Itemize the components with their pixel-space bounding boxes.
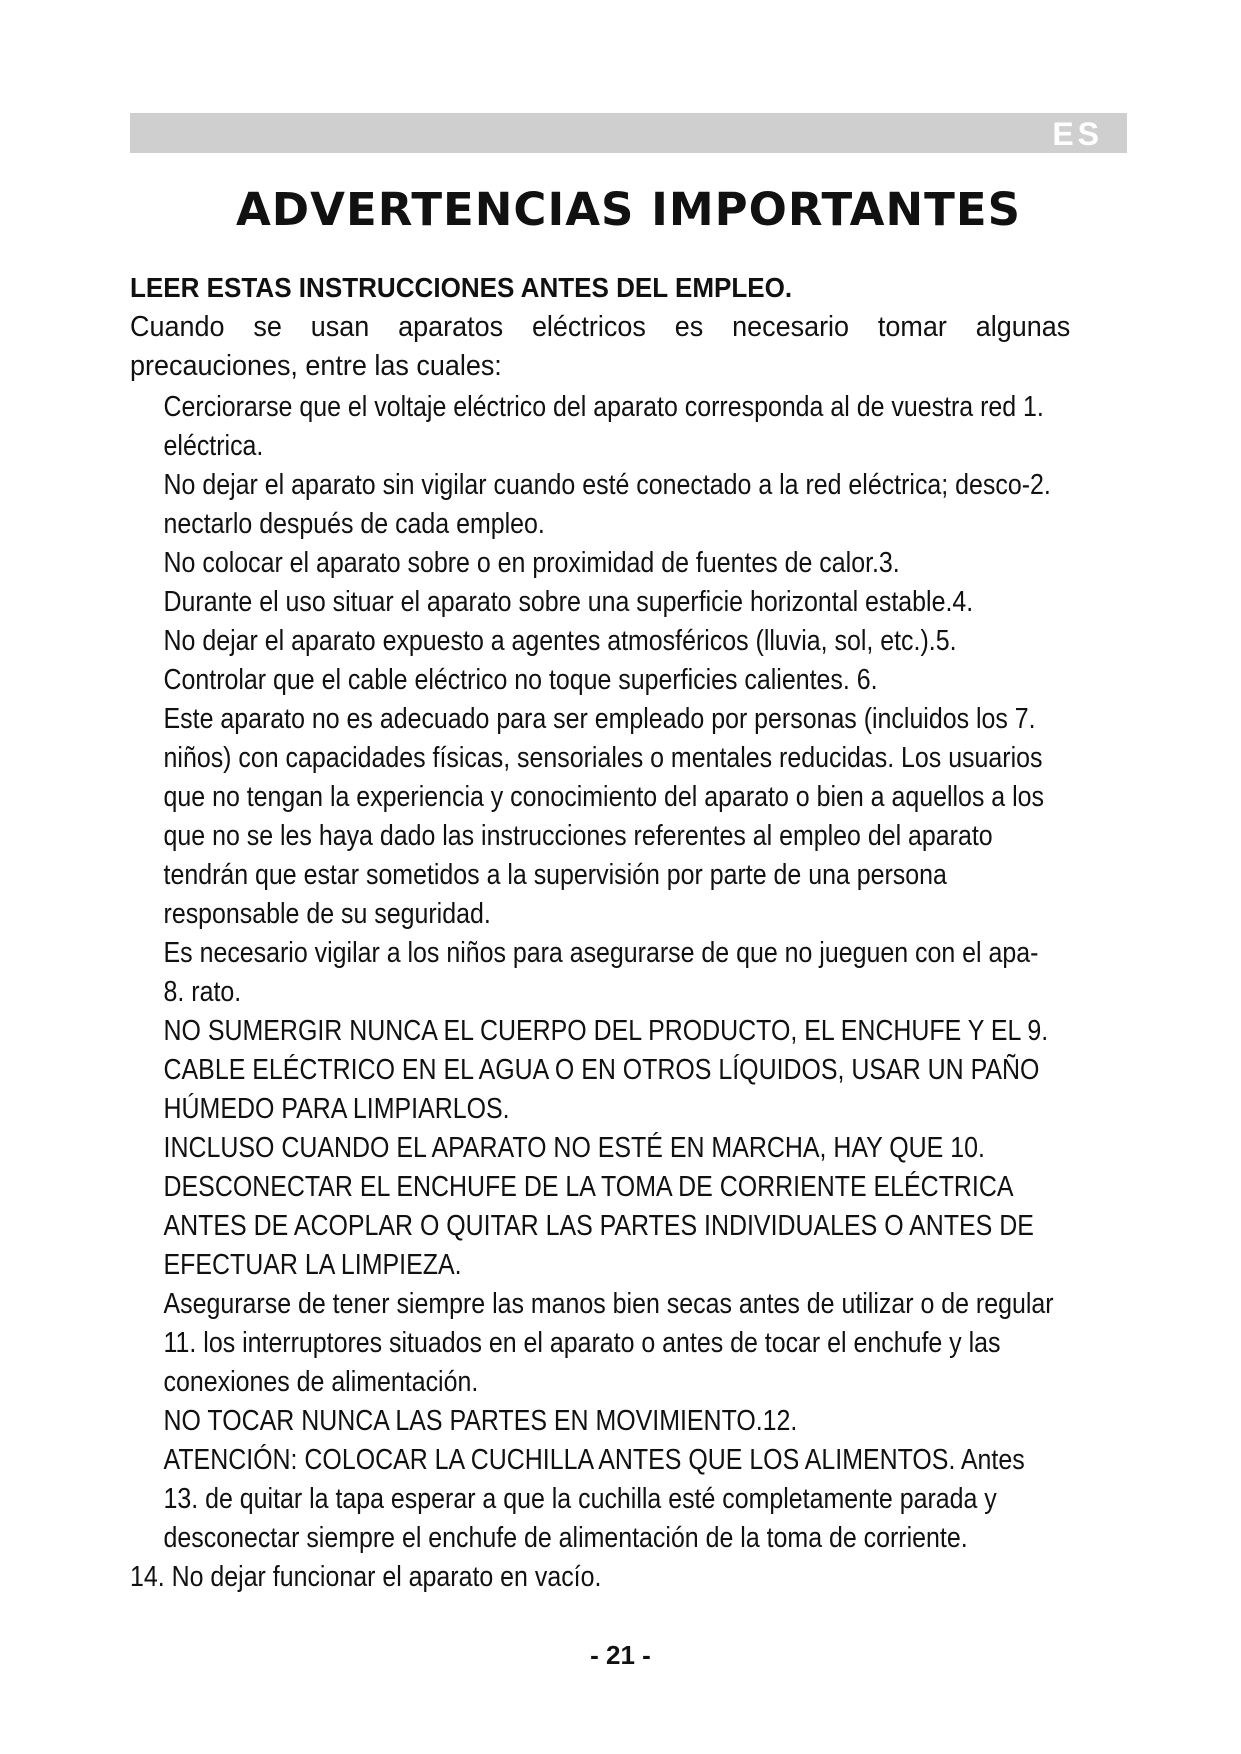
list-item: NO SUMERGIR NUNCA EL CUERPO DEL PRODUCTO, EL ENCHUFE Y EL 9. CABLE ELÉCTRICO EN EL AGUA O EN OTROS LÍQUIDOS, USAR UN PAÑO HÚMEDO PARA LIMPIARLOS. (163, 1015, 1049, 1125)
list-item: No colocar el aparato sobre o en proximidad de fuentes de calor.3. (163, 547, 900, 579)
list-item: NO TOCAR NUNCA LAS PARTES EN MOVIMIENTO.12. (163, 1405, 798, 1437)
list-item: Asegurarse de tener siempre las manos bien secas antes de utilizar o de regular 11. los interruptores situados en el aparato o antes de tocar el enchufe y las conexiones de alimentación. (163, 1288, 1054, 1398)
page-number: - 21 - (590, 1640, 651, 1670)
list-item: Es necesario vigilar a los niños para asegurarse de que no jueguen con el apa-8. rato. (163, 937, 1039, 1008)
list-item: ATENCIÓN: COLOCAR LA CUCHILLA ANTES QUE LOS ALIMENTOS. Antes 13. de quitar la tapa esperar a que la cuchilla esté completamente parada y desconectar siempre el enchufe de alimentación de la toma de corriente. (163, 1444, 1025, 1554)
list-item: Durante el uso situar el aparato sobre una superficie horizontal estable.4. (163, 586, 974, 618)
list-item: 14. No dejar funcionar el aparato en vacío. (130, 1561, 602, 1593)
language-header-bar (130, 113, 1127, 153)
list-item: Este aparato no es adecuado para ser empleado por personas (incluidos los 7. niños) con capacidades físicas, sensoriales o mentales reducidas. Los usuarios que no tengan la experiencia y conocimiento del aparato o bien a aquellos a los que no se les haya dado las instrucciones referentes al empleo del aparato tendrán que estar sometidos a la supervisión por parte de una persona responsable de su seguridad. (163, 703, 1044, 930)
warnings-content (130, 270, 1180, 1597)
page-title: ADVERTENCIAS IMPORTANTES (235, 183, 1022, 236)
list-item: Cerciorarse que el voltaje eléctrico del aparato corresponda al de vuestra red 1. eléctrica. (163, 391, 1044, 462)
intro-paragraph: Cuando se usan aparatos eléctricos es necesario tomar algunas precauciones, entre las cuales: (130, 311, 1071, 382)
language-code: ES (1052, 116, 1103, 152)
warning-list (130, 388, 1180, 1597)
list-item: Controlar que el cable eléctrico no toque superficies calientes. 6. (163, 664, 878, 696)
list-item: No dejar el aparato expuesto a agentes atmosféricos (lluvia, sol, etc.).5. (163, 625, 957, 657)
subtitle: LEER ESTAS INSTRUCCIONES ANTES DEL EMPLEO. (130, 272, 793, 303)
list-item: No dejar el aparato sin vigilar cuando esté conectado a la red eléctrica; desco-2. nectarlo después de cada empleo. (163, 469, 1051, 540)
list-item: INCLUSO CUANDO EL APARATO NO ESTÉ EN MARCHA, HAY QUE 10. DESCONECTAR EL ENCHUFE DE LA TOMA DE CORRIENTE ELÉCTRICA ANTES DE ACOPLAR O QUITAR LAS PARTES INDIVIDUALES O ANTES DE EFECTUAR LA LIMPIEZA. (163, 1132, 1034, 1281)
